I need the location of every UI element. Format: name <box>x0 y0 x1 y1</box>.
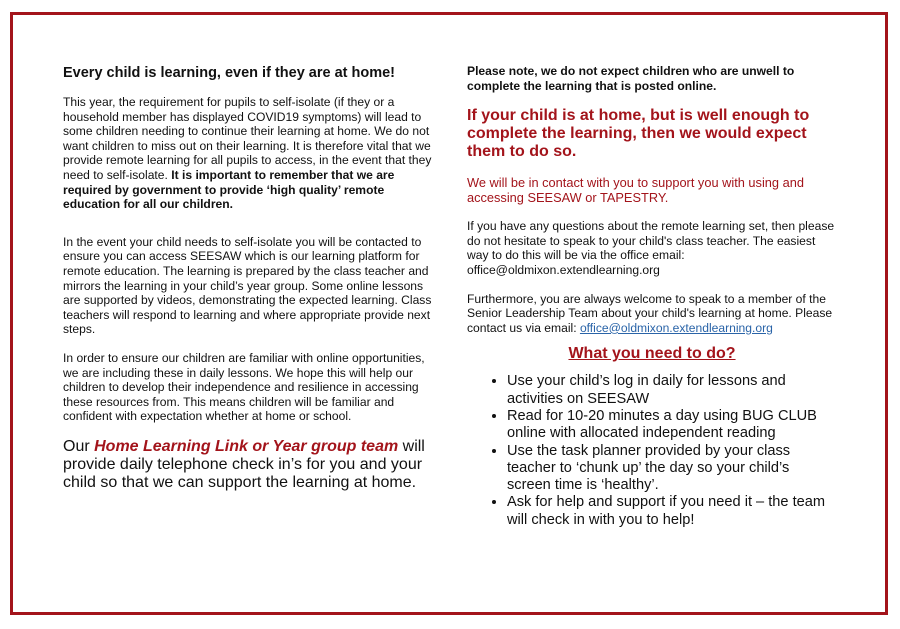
main-heading: Every child is learning, even if they are at home! <box>63 65 396 81</box>
callout-highlight: Home Learning Link or Year group team <box>94 437 399 455</box>
callout-suffix: will provide daily telephone check in’s for you and your child so that we can support the learning at home. <box>63 437 425 491</box>
todo-item: • Use the task planner provided by your class teacher to ‘chunk up’ the day so your child’s screen time is ‘healthy’. <box>507 443 837 495</box>
unwell-note: Please note, we do not expect children who are unwell to complete the learning that is posted online. <box>467 64 795 93</box>
seesaw-paragraph: In the event your child needs to self-isolate you will be contacted to ensure you can access SEESAW which is our learning platform for remote education. The learning is prepared by the class teacher and mirrors the learning in your child’s year group. Some online lessons are supported by videos, demonstrating the expected learning. Class teachers will respond to learning and where appropriate provide next steps. <box>63 234 432 337</box>
intro-paragraph <box>63 95 435 212</box>
callout-prefix: Our <box>63 437 95 455</box>
slt-text: Furthermore, you are always welcome to speak to a member of the Senior Leadership Team about your child's learning at home. Please contact us via email: <box>467 291 833 335</box>
todo-item: • Read for 10-20 minutes a day using BUG CLUB online with allocated independent reading <box>507 408 837 443</box>
intro-emphasis: It is important to remember that we are required by government to provide ‘high quality’ remote education for all our children. <box>63 167 395 212</box>
todo-item: • Ask for help and support if you need it – the team will check in with you to help! <box>507 494 837 529</box>
contact-statement: We will be in contact with you to support you with using and accessing SEESAW or TAPESTRY. <box>467 175 804 206</box>
online-opportunities-paragraph: In order to ensure our children are familiar with online opportunities, we are including these in daily lessons. We hope this will help our children to develop their independence and resilience in accessing these resources from. This means children will be familiar and confident with expectation whether at home or school. <box>63 350 425 424</box>
slt-paragraph <box>467 292 837 336</box>
questions-paragraph: If you have any questions about the remote learning set, then please do not hesitate to speak to your child's class teacher. The easiest way to do this will be via the office email: office@oldmixon.extendlearning.org <box>467 219 835 277</box>
office-email-link[interactable]: office@oldmixon.extendlearning.org <box>579 320 773 335</box>
todo-item: • Use your child’s log in daily for lessons and activities on SEESAW <box>507 373 837 408</box>
intro-text: This year, the requirement for pupils to self-isolate (if they or a household member has displayed COVID19 symptoms) will lead to some children needing to continue their learning at home. We do not want children to miss out on their learning. It is therefore vital that we provide remote learning for all pupils to access, in the event that they need to self-isolate. <box>63 95 432 182</box>
todo-heading: What you need to do? <box>568 345 736 363</box>
right-column <box>467 64 837 529</box>
left-column <box>63 64 435 492</box>
telephone-callout <box>63 438 435 492</box>
todo-list <box>467 373 837 529</box>
expectation-statement: If your child is at home, but is well enough to complete the learning, then we would expect them to do so. <box>467 107 810 161</box>
